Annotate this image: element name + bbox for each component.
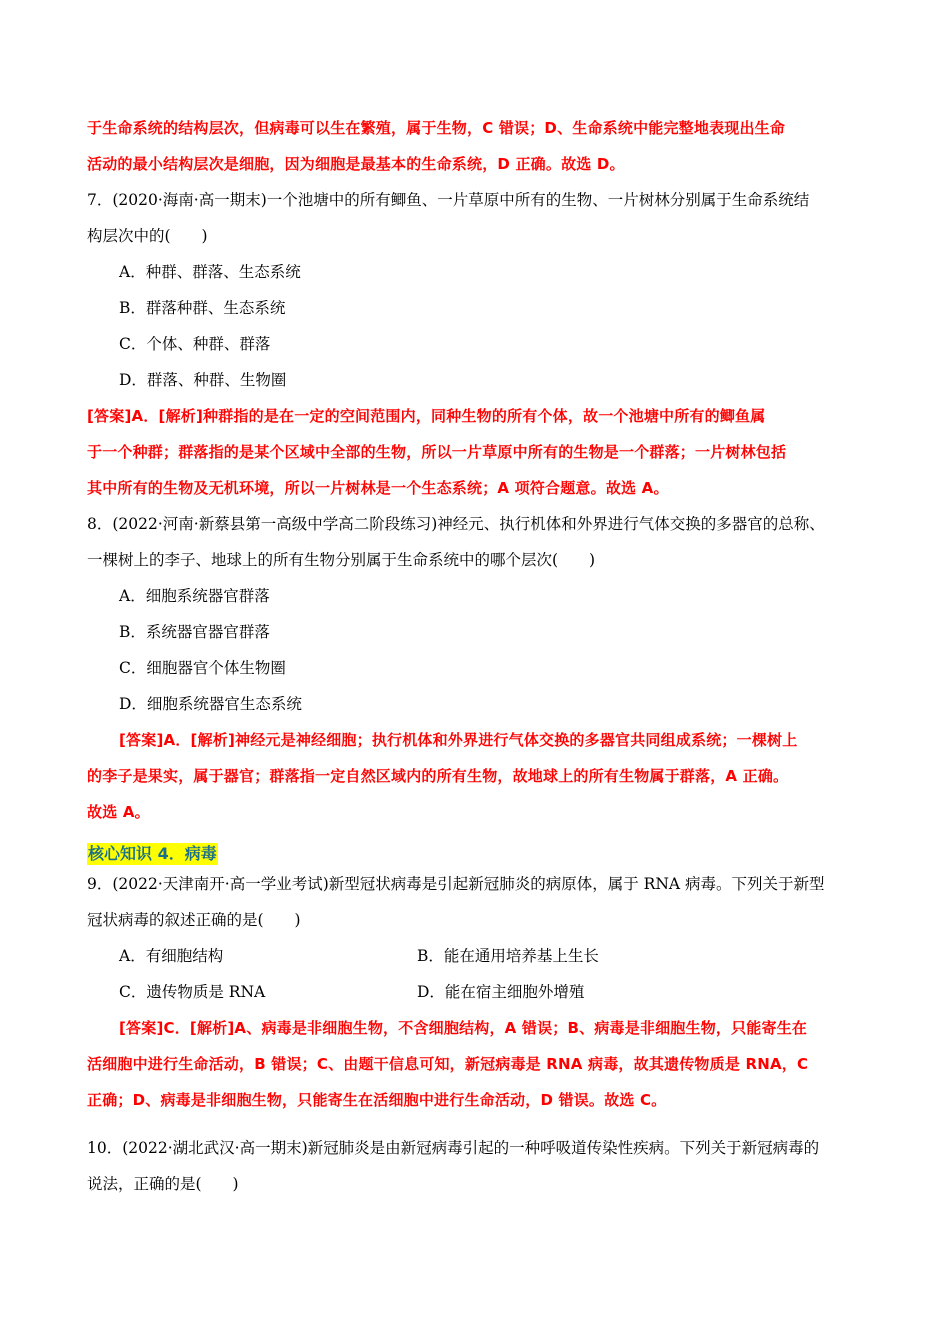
question-7-option-c: C．个体、种群、群落 [119, 335, 271, 353]
question-7-answer-line-2: 于一个种群；群落指的是某个区域中全部的生物，所以一片草原中所有的生物是一个群落；一片树林包括 [87, 443, 787, 461]
question-9-answer-text-1: [答案]C．[解析]A、病毒是非细胞生物，不含细胞结构，A 错误；B、病毒是非细胞生物，只能寄生在 [119, 1019, 808, 1037]
question-7-answer-line-1 [87, 406, 765, 426]
question-10-stem-line-1: 10．(2022·湖北武汉·高一期末)新冠肺炎是由新冠病毒引起的一种呼吸道传染性疾病。下列关于新冠病毒的 [87, 1139, 820, 1157]
question-9-answer-line-1 [119, 1018, 807, 1038]
question-9-answer-line-2: 活细胞中进行生命活动，B 错误；C、由题干信息可知，新冠病毒是 RNA 病毒，故其遗传物质是 RNA，C [87, 1055, 809, 1073]
question-7-answer-line-3: 其中所有的生物及无机环境，所以一片树林是一个生态系统；A 项符合题意。故选 A。 [87, 479, 669, 497]
question-7-option-a: A．种群、群落、生态系统 [119, 263, 301, 281]
question-8-option-b: B．系统器官器官群落 [119, 623, 270, 641]
question-9-answer-line-3: 正确；D、病毒是非细胞生物，只能寄生在活细胞中进行生命活动，D 错误。故选 C。 [87, 1091, 667, 1109]
section-heading-virus: 核心知识 4．病毒 [88, 844, 217, 863]
question-7-stem-line-2: 构层次中的( ) [87, 227, 208, 245]
question-7-stem-line-1: 7．(2020·海南·高一期末)一个池塘中的所有鲫鱼、一片草原中所有的生物、一片树林分别属于生命系统结 [87, 191, 810, 209]
question-8-option-a: A．细胞系统器官群落 [119, 587, 270, 605]
question-7-answer-text-1: [答案]A．[解析]种群指的是在一定的空间范围内，同种生物的所有个体，故一个池塘中所有的鲫鱼属 [87, 407, 766, 425]
question-7-option-b: B．群落种群、生态系统 [119, 299, 286, 317]
question-10-stem-line-2: 说法，正确的是( ) [87, 1175, 239, 1193]
question-8-option-d: D．细胞系统器官生态系统 [119, 695, 302, 713]
question-9-stem-line-2: 冠状病毒的叙述正确的是( ) [87, 911, 301, 929]
question-7-option-d: D．群落、种群、生物圈 [119, 371, 287, 389]
question-9-stem-line-1: 9．(2022·天津南开·高一学业考试)新型冠状病毒是引起新冠肺炎的病原体，属于 RNA 病毒。下列关于新型 [87, 875, 825, 893]
answer-continuation-line-1: 于生命系统的结构层次，但病毒可以生在繁殖，属于生物，C 错误；D、生命系统中能完整地表现出生命 [87, 119, 786, 137]
answer-continuation-line-2: 活动的最小结构层次是细胞，因为细胞是最基本的生命系统，D 正确。故选 D。 [87, 155, 625, 173]
question-9-option-a: A．有细胞结构 [119, 947, 224, 965]
question-8-answer-line-1 [119, 730, 797, 750]
question-8-answer-line-2: 的李子是果实，属于器官；群落指一定自然区域内的所有生物，故地球上的所有生物属于群落，A 正确。 [87, 767, 789, 785]
question-9-option-d: D．能在宿主细胞外增殖 [417, 983, 585, 1001]
question-8-option-c: C．细胞器官个体生物圈 [119, 659, 286, 677]
question-9-option-c: C．遗传物质是 RNA [119, 983, 266, 1001]
question-8-answer-line-3: 故选 A。 [87, 803, 150, 821]
question-8-stem-line-2: 一棵树上的李子、地球上的所有生物分别属于生命系统中的哪个层次( ) [87, 551, 596, 569]
question-9-option-b: B．能在通用培养基上生长 [417, 947, 599, 965]
question-8-stem-line-1: 8．(2022·河南·新蔡县第一高级中学高二阶段练习)神经元、执行机体和外界进行气体交换的多器官的总称、 [87, 515, 825, 533]
question-8-answer-text-1: [答案]A．[解析]神经元是神经细胞；执行机体和外界进行气体交换的多器官共同组成系统；一棵树上 [119, 731, 798, 749]
